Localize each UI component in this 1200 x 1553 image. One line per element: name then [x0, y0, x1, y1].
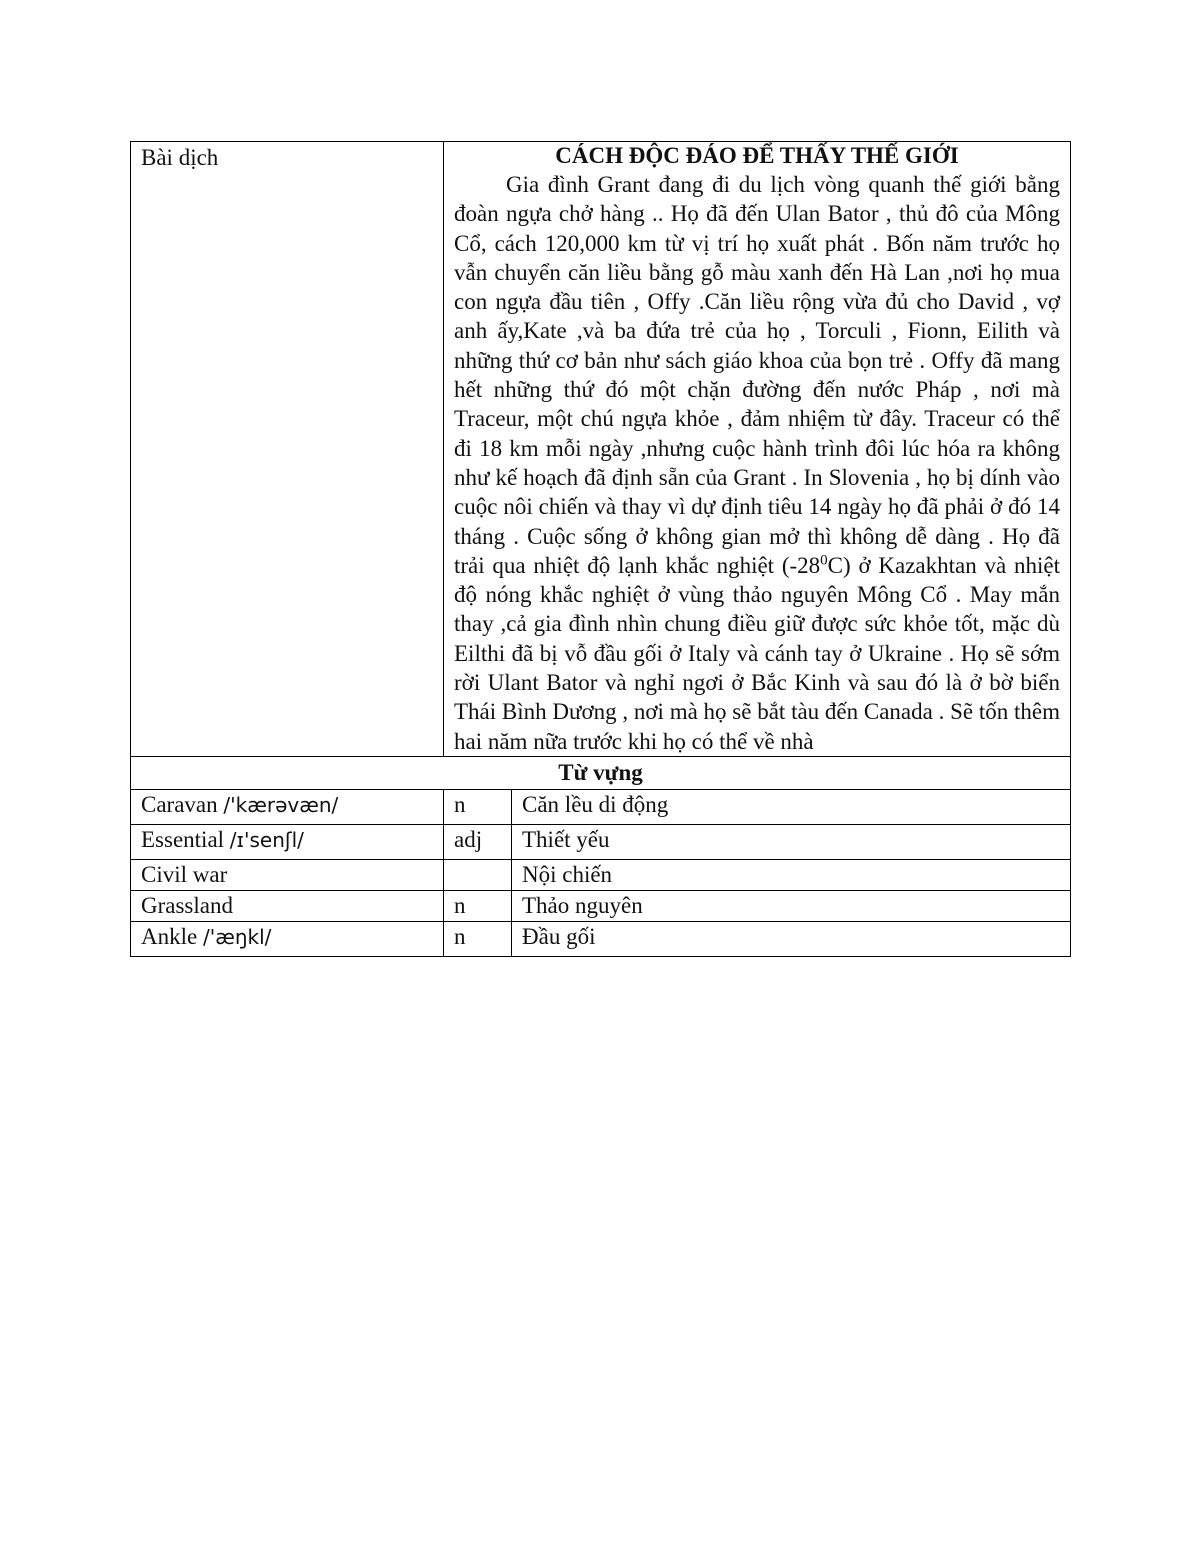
vocab-word: Grassland [141, 892, 233, 918]
vocab-pos: n [444, 921, 512, 956]
passage-text-part-2: C) ở Kazakhtan và nhiệt độ nóng khắc nghiệt ở vùng thảo nguyên Mông Cổ . May mắn thay ,cả gia đình nhìn chung điều giữ được sức khỏe tốt, mặc dù Eilthi đã bị vỗ đầu gối ở Italy và cánh tay ở Ukraine . Họ sẽ sớm rời Ulant Bator và nghỉ ngơi ở Bắc Kinh và sau đó là ở bờ biển Thái Bình Dương , nơi mà họ sẽ bắt tàu đến Canada . Sẽ tốn thêm hai năm nữa trước khi họ có thể về nhà [454, 552, 1061, 754]
vocab-pos: n [444, 890, 512, 921]
passage-cell [444, 142, 1071, 757]
vocab-row [131, 824, 1071, 859]
vocab-phonetic: /ɪ'senʃl/ [229, 827, 304, 852]
vocab-word: Civil war [141, 861, 228, 887]
vocab-header: Từ vựng [131, 756, 1071, 789]
vocab-word-cell [131, 921, 444, 956]
vocab-row [131, 789, 1071, 824]
vocab-meaning: Nội chiến [512, 859, 1071, 890]
passage-title: CÁCH ĐỘC ĐÁO ĐỂ THẤY THẾ GIỚI [555, 143, 959, 168]
passage-row [131, 142, 1071, 757]
vocab-meaning: Thiết yếu [512, 824, 1071, 859]
vocab-row [131, 890, 1071, 921]
translation-table [130, 141, 1071, 957]
section-label: Bài dịch [131, 142, 444, 757]
vocab-word: Essential [141, 826, 225, 852]
vocab-word: Ankle [141, 923, 198, 949]
vocab-row [131, 859, 1071, 890]
vocab-header-row [131, 756, 1071, 789]
vocab-word-cell [131, 824, 444, 859]
vocab-phonetic: /'kærəvæn/ [223, 792, 339, 817]
vocab-pos: n [444, 789, 512, 824]
vocab-pos: adj [444, 824, 512, 859]
passage-text-part-1: Gia đình Grant đang đi du lịch vòng quanh thế giới bằng đoàn ngựa chở hàng .. Họ đã đến Ulan Bator , thủ đô của Mông Cổ, cách 120,000 km từ vị trí họ xuất phát . Bốn năm trước họ vẫn chuyển căn liều bằng gỗ màu xanh đến Hà Lan ,nơi họ mua con ngựa đầu tiên , Offy .Căn liều rộng vừa đủ cho David , vợ anh ấy,Kate ,và ba đứa trẻ của họ , Torculi , Fionn, Eilith và những thứ cơ bản như sách giáo khoa của bọn trẻ . Offy đã mang hết những thứ đó một chặn đường đến nước Pháp , nơi mà Traceur, một chú ngựa khỏe , đảm nhiệm từ đây. Traceur có thể đi 18 km mỗi ngày ,nhưng cuộc hành trình đôi lúc hóa ra không như kế hoạch đã định sẵn của Grant . In Slovenia , họ bị dính vào cuộc nôi chiến và thay vì dự định tiêu 14 ngày họ đã phải ở đó 14 tháng . Cuộc sống ở không gian mở thì không dễ dàng . Họ đã trải qua nhiệt độ lạnh khắc nghiệt (-28 [454, 172, 1060, 578]
vocab-word-cell [131, 789, 444, 824]
vocab-meaning: Thảo nguyên [512, 890, 1071, 921]
passage-body [454, 170, 1060, 756]
vocab-word-cell [131, 890, 444, 921]
vocab-meaning: Căn lều di động [512, 789, 1071, 824]
vocab-phonetic: /'æŋkl/ [202, 924, 272, 949]
vocab-word: Caravan [141, 791, 218, 817]
vocab-meaning: Đầu gối [512, 921, 1071, 956]
vocab-row [131, 921, 1071, 956]
degree-superscript: 0 [820, 552, 828, 569]
vocab-pos [444, 859, 512, 890]
vocab-word-cell [131, 859, 444, 890]
